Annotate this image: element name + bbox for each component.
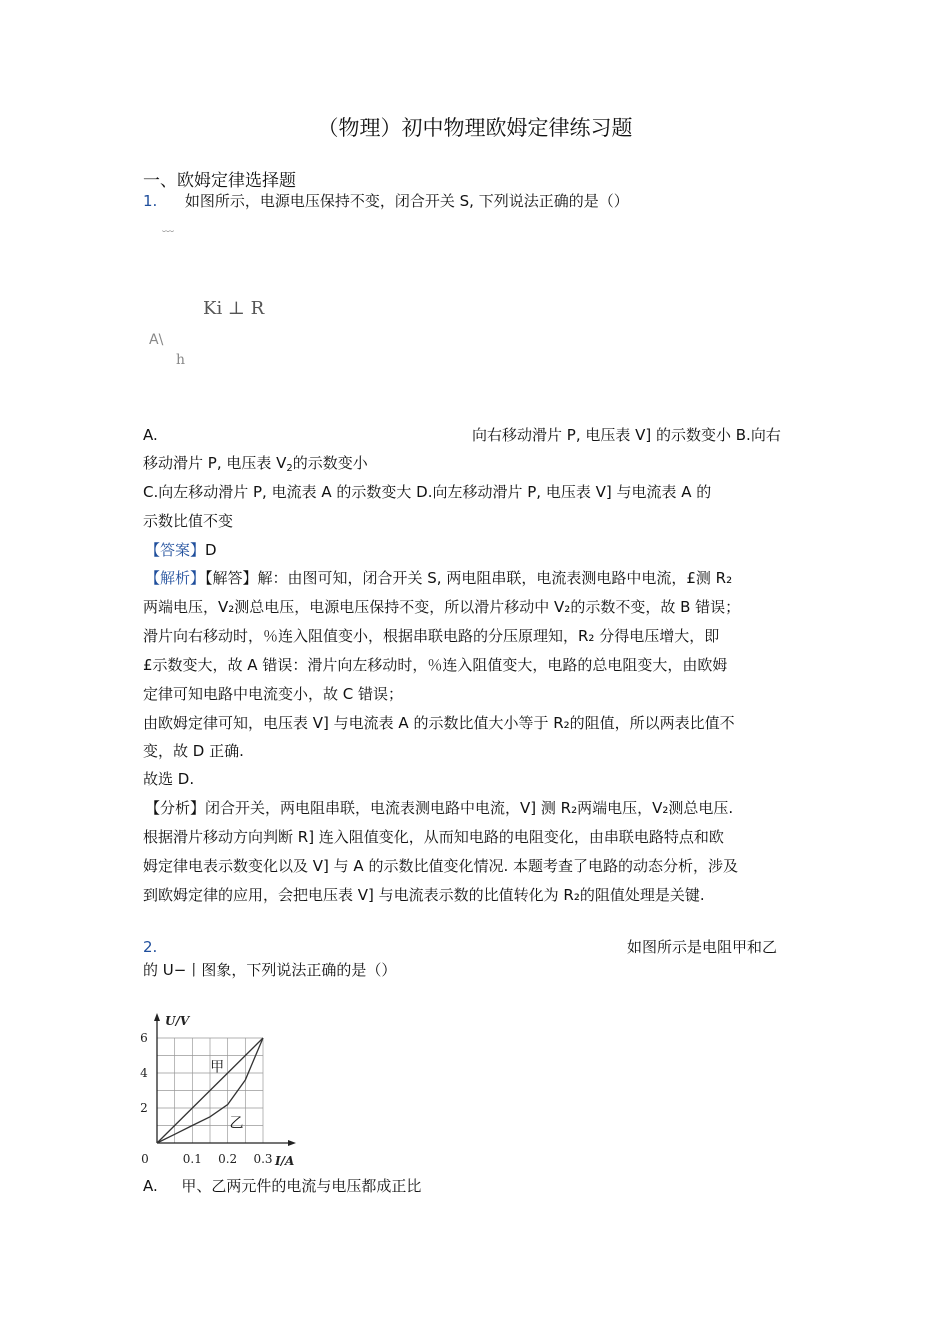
fenxi-line-3: 姆定律电表示数变化以及 V] 与 A 的示数比值变化情况. 本题考查了电路的动态分析，涉及 — [143, 857, 738, 875]
circuit-figure-label-h: h — [176, 352, 186, 368]
circuit-figure-label-a: A\ — [149, 332, 164, 348]
circuit-figure-label: Ki ⊥ R — [203, 298, 265, 319]
u-i-chart — [130, 1010, 310, 1170]
x-axis-arrow — [288, 1140, 296, 1146]
option-a-text: 向右移动滑片 P, 电压表 V] 的示数变小 B.向右 — [472, 426, 781, 444]
question-1-stem — [143, 191, 629, 211]
fenxi-line-1: 【分析】闭合开关，两电阻串联，电流表测电路中电流，V] 测 R₂两端电压，V₂测总电压. — [145, 799, 734, 817]
question-2-stem-line-2: 的 U−丨图象，下列说法正确的是（） — [143, 961, 397, 979]
question-2-option-a: A. 甲、乙两元件的电流与电压都成正比 — [143, 1177, 422, 1195]
option-d-continued: 示数比值不变 — [143, 512, 234, 530]
y-axis-label: U/V — [165, 1014, 190, 1028]
question-1-number: 1. — [143, 192, 158, 210]
analysis-line-7: 变，故 D 正确. — [143, 742, 244, 760]
section-heading: 一、欧姆定律选择题 — [143, 171, 296, 191]
option-a-label: A. — [143, 426, 158, 444]
x-tick-label: 0.1 — [182, 1152, 202, 1166]
x-tick-label: 0.3 — [253, 1152, 273, 1166]
analysis-line-1: 【解析】【解答】解：由图可知，闭合开关 S, 两电阻串联，电流表测电路中电流，£测 R₂ — [145, 569, 733, 587]
y-axis-arrow — [154, 1013, 160, 1021]
answer-label: 【答案】 — [145, 541, 206, 559]
y-tick-label: 6 — [140, 1031, 148, 1045]
x-tick-label: 0 — [141, 1152, 149, 1166]
analysis-line-5: 定律可知电路中电流变小，故 C 错误； — [143, 685, 404, 703]
x-axis-label: I/A — [275, 1154, 295, 1168]
analysis-label: 【解析】 — [145, 569, 206, 587]
fenxi-line-4: 到欧姆定律的应用，会把电压表 V] 与电流表示数的比值转化为 R₂的阻值处理是关键. — [143, 886, 705, 904]
series-label-jia: 甲 — [210, 1059, 225, 1076]
y-tick-label: 4 — [140, 1066, 148, 1080]
answer-line — [145, 540, 217, 560]
y-tick-label: 2 — [140, 1101, 148, 1115]
u-i-chart-svg — [130, 1010, 310, 1170]
circuit-figure-fragment: ﹋ — [162, 230, 175, 244]
series-label-yi: 乙 — [229, 1115, 244, 1132]
question-2-number: 2. — [143, 938, 158, 956]
option-c-d-text: C.向左移动滑片 P, 电流表 A 的示数变大 D.向左移动滑片 P, 电压表 V] 与电流表 A 的 — [143, 483, 712, 501]
analysis-line-3: 滑片向右移动时，％连入阻值变小，根据串联电路的分压原理知，R₂ 分得电压增大，即 — [143, 627, 720, 645]
x-tick-label: 0.2 — [218, 1152, 238, 1166]
option-b-continued: 移动滑片 P, 电压表 $V_2$的示数变小 — [143, 454, 368, 474]
analysis-line-4: £示数变大，故 A 错误：滑片向左移动时，％连入阻值变大，电路的总电阻变大，由欧姆 — [143, 656, 728, 674]
fenxi-line-2: 根据滑片移动方向判断 R] 连入阻值变化，从而知电路的电阻变化，由串联电路特点和欧 — [143, 828, 724, 846]
analysis-line-8: 故选 D. — [143, 770, 195, 788]
page-title: （物理）初中物理欧姆定律练习题 — [317, 116, 633, 140]
analysis-line-2: 两端电压，V₂测总电压，电源电压保持不变，所以滑片移动中 V₂的示数不变，故 B 错误； — [143, 598, 741, 616]
question-2-stem: 如图所示是电阻甲和乙 — [627, 938, 778, 956]
question-1-text: 如图所示，电源电压保持不变，闭合开关 S, 下列说法正确的是（） — [184, 192, 629, 210]
analysis-line-6: 由欧姆定律可知，电压表 V] 与电流表 A 的示数比值大小等于 R₂的阻值，所以两表比值不 — [143, 714, 735, 732]
answer-value: D — [205, 541, 217, 559]
